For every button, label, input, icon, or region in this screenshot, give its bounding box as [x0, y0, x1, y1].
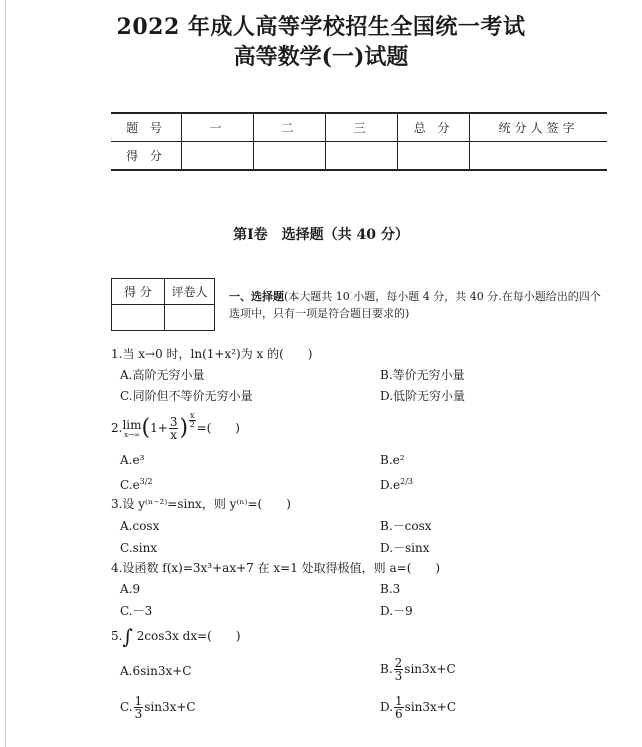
option-d-base: D.e [380, 478, 401, 492]
fraction-numerator: 3 [169, 415, 178, 429]
fraction-numerator: 1 [134, 694, 143, 708]
grader-name-label: 评卷人 [165, 279, 215, 305]
option-b-letter: B. [380, 662, 393, 676]
score-cell-part2: 二 [254, 113, 326, 142]
question-2-number: 2. [111, 421, 123, 435]
question-2-option-c[interactable] [120, 474, 153, 493]
question-5-stem [111, 625, 241, 648]
exam-subtitle: 高等数学(一)试题 [233, 44, 409, 70]
option-c-fraction [134, 695, 144, 720]
score-table-header-row [111, 113, 607, 142]
question-5-number: 5. [111, 629, 123, 643]
exponent-numerator: x [190, 411, 195, 420]
question-2-stem: 2.lim x→∞ (1+ $\frac{3}{x}$ ) $\frac{x}{2}$ =( ) [111, 411, 240, 442]
question-3-stem: 3.设 y⁽ⁿ⁻²⁾=sinx，则 y⁽ⁿ⁾=( ) [111, 497, 291, 511]
question-2-exponent [189, 412, 196, 429]
instructions-text: (本大题共 10 小题，每小题 4 分，共 40 分.在每小题给出的四个选项中，只有一项是符合题目要求的) [229, 290, 601, 320]
score-input-part2[interactable] [254, 142, 326, 171]
question-2-fraction [169, 416, 179, 441]
option-b-rest: sin3x+C [404, 662, 456, 676]
score-cell-part3: 三 [326, 113, 398, 142]
section-instructions [229, 288, 609, 322]
question-2-tail: =( ) [196, 421, 240, 435]
question-5-integrand: 2cos3x dx=( ) [136, 629, 241, 643]
fraction-denominator: 3 [394, 669, 403, 683]
limit-subscript: x→∞ [124, 430, 140, 439]
question-2-option-d[interactable] [380, 474, 413, 493]
option-c-base: C.e [120, 478, 140, 492]
option-b-fraction [394, 657, 404, 682]
fraction-denominator: x [170, 428, 178, 442]
option-c-rest: sin3x+C [144, 700, 196, 714]
score-row-label: 得 分 [111, 142, 182, 171]
fraction-denominator: 3 [134, 707, 143, 721]
grader-score-label: 得 分 [112, 279, 165, 305]
question-1-option-a[interactable]: A.高阶无穷小量 [120, 368, 205, 382]
question-1-option-c[interactable]: C.同阶但不等价无穷小量 [120, 389, 253, 403]
option-d-rest: sin3x+C [404, 700, 457, 714]
instructions-lead: 一、选择题 [229, 290, 284, 303]
option-c-letter: C. [120, 700, 133, 714]
score-cell-label: 题 号 [111, 113, 182, 142]
question-2-option-a[interactable]: A.e³ [120, 453, 145, 467]
question-2-limit [122, 419, 141, 439]
question-1-option-d[interactable]: D.低阶无穷小量 [380, 389, 466, 403]
question-4-stem: 4.设函数 f(x)=3x³+ax+7 在 x=1 处取得极值，则 a=( ) [111, 561, 441, 575]
option-c-exponent: 3/2 [139, 477, 153, 486]
option-d-letter: D. [380, 700, 394, 714]
question-1-option-b[interactable]: B.等价无穷小量 [380, 368, 465, 382]
exponent-denominator: 2 [189, 420, 195, 429]
integral-sign-icon: ∫ [122, 624, 133, 649]
limit-word: lim [122, 417, 142, 432]
question-3-option-a[interactable]: A.cosx [120, 519, 160, 533]
question-1-stem: 1.当 x→0 时，ln(1+x²)为 x 的( ) [111, 347, 313, 361]
question-3-option-b[interactable]: B.－cosx [380, 519, 432, 533]
question-4-option-c[interactable]: C.－3 [120, 604, 153, 618]
fraction-numerator: 1 [395, 694, 403, 708]
question-5-option-d[interactable] [380, 694, 456, 720]
question-4-option-b[interactable]: B.3 [380, 582, 401, 596]
question-5-option-b[interactable] [380, 656, 456, 682]
grader-box [111, 278, 215, 331]
score-table-score-row [111, 142, 607, 171]
question-5-option-c[interactable] [120, 694, 196, 720]
score-table [111, 112, 607, 171]
score-cell-signature: 统分人签字 [470, 113, 608, 142]
question-5-option-a[interactable]: A.6sin3x+C [120, 664, 192, 678]
score-cell-total: 总 分 [398, 113, 470, 142]
score-cell-part1: 一 [182, 113, 254, 142]
question-2-term: 1+ [150, 421, 168, 435]
question-4-option-a[interactable]: A.9 [120, 582, 141, 596]
section-title: 第Ⅰ卷 选择题（共 40 分） [233, 227, 409, 243]
question-3-option-d[interactable]: D.－sinx [380, 541, 430, 555]
grader-name-input[interactable] [165, 305, 215, 331]
question-3-option-c[interactable]: C.sinx [120, 541, 158, 555]
question-2-option-b[interactable]: B.e² [380, 453, 405, 467]
grader-score-input[interactable] [112, 305, 165, 331]
page-left-rule [5, 0, 6, 747]
option-d-exponent: 2/3 [400, 477, 413, 486]
score-input-part3[interactable] [326, 142, 398, 171]
exam-title: 2022 年成人高等学校招生全国统一考试 [116, 14, 526, 40]
option-d-fraction [394, 695, 404, 720]
fraction-numerator: 2 [394, 656, 403, 670]
question-4-option-d[interactable]: D.－9 [380, 604, 413, 618]
score-input-signature[interactable] [470, 142, 608, 171]
score-input-total[interactable] [398, 142, 470, 171]
fraction-denominator: 6 [395, 707, 403, 721]
score-input-part1[interactable] [182, 142, 254, 171]
